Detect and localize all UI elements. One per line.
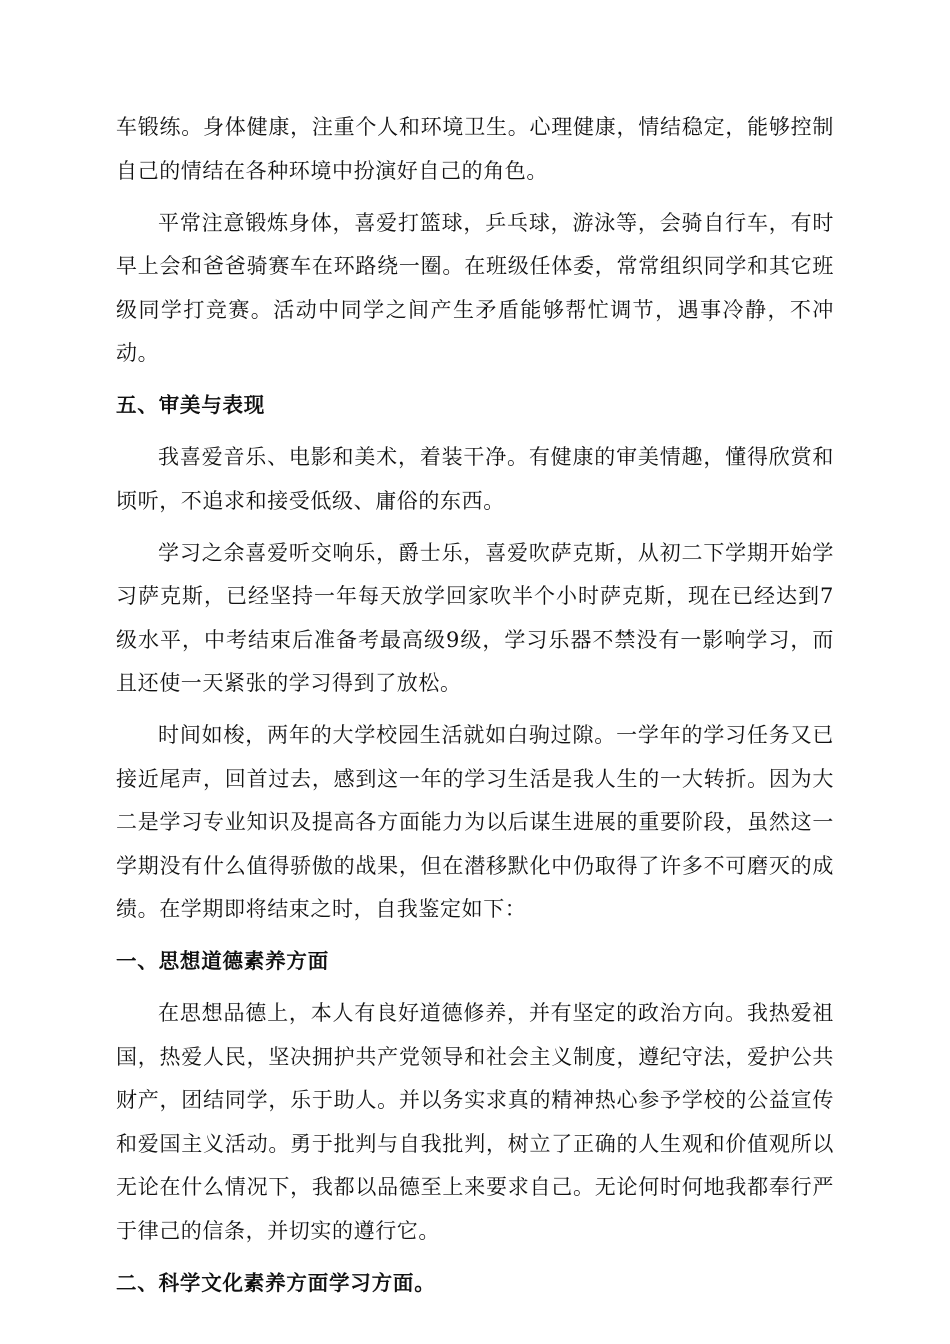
paragraph-saxophone: 学习之余喜爱听交响乐，爵士乐，喜爱吹萨克斯，从初二下学期开始学习萨克斯，已经坚持一年每天放学回家吹半个小时萨克斯，现在已经达到7级水平，中考结束后准备考最高级9级，学习乐器不禁没有一影响学习，而且还使一天紧张的学习得到了放松。 [116, 540, 834, 695]
section-heading-aesthetics: 五、审美与表现 [116, 393, 266, 417]
paragraph-health: 车锻练。身体健康，注重个人和环境卫生。心理健康，情结稳定，能够控制自己的情结在各种环境中扮演好自己的角色。 [116, 115, 834, 183]
paragraph-interests: 我喜爱音乐、电影和美术，着装干净。有健康的审美情趣，懂得欣赏和顷听，不追求和接受低级、庸俗的东西。 [116, 445, 834, 513]
paragraph-morality: 在思想品德上，本人有良好道德修养，并有坚定的政治方向。我热爱祖国，热爱人民，坚决拥护共产党领导和社会主义制度，遵纪守法，爱护公共财产，团结同学，乐于助人。并以务实求真的精神热心参予学校的公益宣传和爱国主义活动。勇于批判与自我批判，树立了正确的人生观和价值观所以无论在什么情况下，我都以品德至上来要求自己。无论何时何地我都奉行严于律己的信条，并切实的遵行它。 [116, 1001, 834, 1243]
section-heading-ideology-morality: 一、思想道德素养方面 [116, 949, 329, 973]
paragraph-self-assessment-intro: 时间如梭，两年的大学校园生活就如白驹过隙。一学年的学习任务又已接近尾声，回首过去，感到这一年的学习生活是我人生的一大转折。因为大二是学习专业知识及提高各方面能力为以后谋生进展的重要阶段，虽然这一学期没有什么值得骄傲的战果，但在潜移默化中仍取得了许多不可磨灭的成绩。在学期即将结束之时，自我鉴定如下： [116, 723, 834, 921]
document-body [116, 106, 834, 1314]
paragraph-exercise: 平常注意锻炼身体，喜爱打篮球，乒乓球，游泳等，会骑自行车，有时早上会和爸爸骑赛车在环路绕一圈。在班级任体委，常常组织同学和其它班级同学打竞赛。活动中同学之间产生矛盾能够帮忙调节，遇事冷静，不冲动。 [116, 210, 834, 365]
section-heading-science-culture: 二、科学文化素养方面学习方面。 [116, 1270, 436, 1295]
